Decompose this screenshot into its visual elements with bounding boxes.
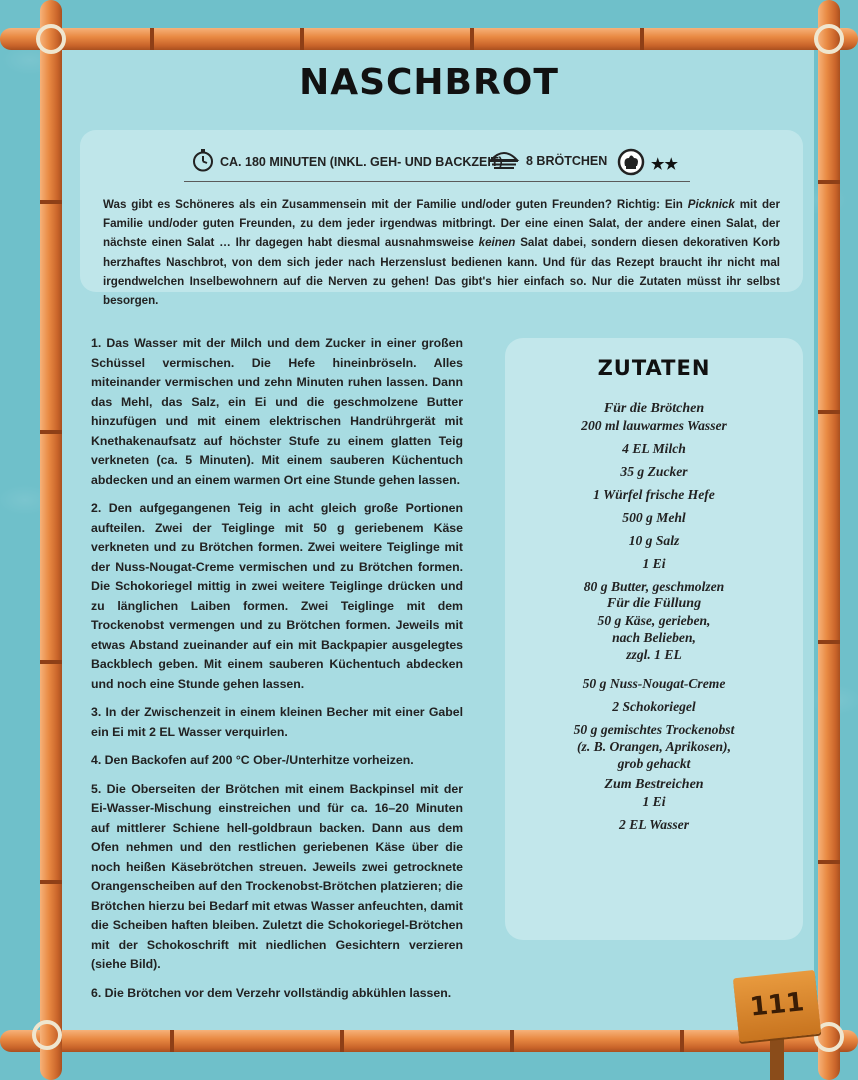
ingredient-item: 50 g Nuss-Nougat-Creme xyxy=(582,676,726,691)
stopwatch-icon xyxy=(192,148,214,175)
ingredient-item: 4 EL Milch xyxy=(622,441,686,456)
yield-label: 8 BRÖTCHEN xyxy=(526,153,608,168)
ingredient-item: 2 Schokoriegel xyxy=(612,699,696,714)
bread-basket-icon xyxy=(488,148,520,173)
ingredient-item-cont: (z. B. Orangen, Aprikosen), xyxy=(577,739,731,754)
ingredient-item: 50 g gemischtes Trockenobst xyxy=(573,722,735,737)
intro-part: Salat dabei, sondern diesen dekorativen Korb herzhaftes Naschbrot, von dem sich jeder nach Herzenslust bedienen kann. Und für das Rezept braucht ihr nicht mal irgendwelchen Inselbewohnern auf die Nerven zu gehen! Das gibt's hier einfach so. Nur die Zutaten müsst ihr selbst besorgen. xyxy=(103,236,780,308)
yield-info xyxy=(488,148,607,173)
ingredients-title: ZUTATEN xyxy=(597,356,711,380)
difficulty-stars: ★★ xyxy=(651,155,678,173)
ingredient-item: 50 g Käse, gerieben, xyxy=(597,613,711,628)
ingredient-item: 80 g Butter, geschmolzen xyxy=(583,579,725,594)
instruction-step: 1. Das Wasser mit der Milch und dem Zucker in einer großen Schüssel vermischen. Die Hefe hineinbröseln. Alles miteinander vermischen und zehn Minuten ruhen lassen. Dann das Mehl, das Salz, ein Ei und die geschmolzene Butter hinzufügen und mit einem elektrischen Handrührgerät mit Knethakenaufsatz auf höchster Stufe zu einem glatten Teig verkneten (ca. 5 Minuten). Mit einem sauberen Küchentuch abdecken und an einem warmen Ort eine Stunde gehen lassen. xyxy=(91,336,463,487)
ingredient-item: 1 Ei xyxy=(642,794,666,809)
ingredient-item: 10 g Salz xyxy=(628,533,680,548)
intro-text xyxy=(103,195,780,310)
ingredient-group-heading: Zum Bestreichen xyxy=(604,777,704,792)
ingredient-item: 2 EL Wasser xyxy=(619,817,689,832)
instructions xyxy=(91,334,463,1012)
intro-part: Was gibt es Schöneres als ein Zusammensein mit der Familie und/oder guten Freunden? Richtig: Ein xyxy=(103,198,688,211)
intro-part: mit der Familie und/oder guten Freunden, zu dem jeder irgendwas mitbringt. Der eine einen Salat, der andere einen Salat, der nächste einen Salat … Ihr dagegen habt diesmal ausnahmsweise xyxy=(103,198,780,250)
intro-emphasis-keinen: keinen xyxy=(478,236,516,250)
time-info xyxy=(192,148,503,175)
ingredient-item-cont: nach Belieben, xyxy=(612,630,696,645)
ingredient-group-heading: Für die Füllung xyxy=(606,596,702,611)
ingredient-item: 1 Würfel frische Hefe xyxy=(593,487,715,502)
ingredient-item: 1 Ei xyxy=(642,556,666,571)
instruction-step: 4. Den Backofen auf 200 °C Ober-/Unterhitze vorheizen. xyxy=(91,753,414,767)
ingredient-item: 500 g Mehl xyxy=(622,510,686,525)
time-label: CA. 180 MINUTEN (INKL. GEH- UND BACKZEIT) xyxy=(220,154,503,169)
recipe-meta xyxy=(0,148,858,176)
ingredient-item-cont: grob gehackt xyxy=(617,756,691,771)
page-title: NASCHBROT xyxy=(299,62,559,103)
instruction-step: 3. In der Zwischenzeit in einem kleinen Becher mit einer Gabel ein Ei mit 2 EL Wasser verquirlen. xyxy=(91,705,463,739)
ingredient-group-heading: Für die Brötchen xyxy=(603,401,705,416)
chef-hat-icon xyxy=(617,148,645,179)
instruction-step: 6. Die Brötchen vor dem Verzehr vollständig abkühlen lassen. xyxy=(91,985,452,1000)
intro-emphasis-picknick: Picknick xyxy=(687,198,735,211)
ingredient-item: 35 g Zucker xyxy=(620,464,688,479)
ingredient-item-cont: zzgl. 1 EL xyxy=(626,647,682,662)
instruction-step: 5. Die Oberseiten der Brötchen mit einem Backpinsel mit der Ei-Wasser-Mischung einstreichen und für ca. 16–20 Minuten auf mittlerer Schiene hell-goldbraun backen. Dann aus dem Ofen nehmen und den restlichen geriebenen Käse über die noch heißen Käsebrötchen streuen. Jeweils zwei getrocknete Orangenscheiben auf den Trockenobst-Brötchen platzieren; die Brötchen hierzu bei Bedarf mit etwas Wasser anfeuchten, damit die Scheiben haften bleiben. Zuletzt die Schokoriegel-Brötchen mit der Schokoschrift mit niedlichen Gesichtern verzieren (siehe Bild). xyxy=(91,781,463,971)
ingredient-item: 200 ml lauwarmes Wasser xyxy=(581,418,727,433)
page-number: 111 xyxy=(748,987,806,1023)
meta-divider xyxy=(184,181,690,182)
instruction-step: 2. Den aufgegangenen Teig in acht gleich große Portionen aufteilen. Zwei der Teiglinge mit 50 g geriebenem Käse verkneten und zu Brötchen formen. Zwei weitere Teiglinge mit der Nuss-Nougat-Creme vermischen und zu Brötchen formen. Die Schokoriegel mittig in zwei weitere Teiglinge drücken und zu länglichen Laiben formen. Zwei Teiglinge mit dem Trockenobst vermengen und zu Brötchen formen. Jeweils mit etwas Abstand zueinander auf ein mit Backpapier ausgelegtes Backblech geben. Mit einem sauberen Küchentuch abdecken und noch eine Stunde gehen lassen. xyxy=(91,501,463,691)
difficulty-info xyxy=(617,148,678,179)
ingredients-list xyxy=(505,400,803,833)
